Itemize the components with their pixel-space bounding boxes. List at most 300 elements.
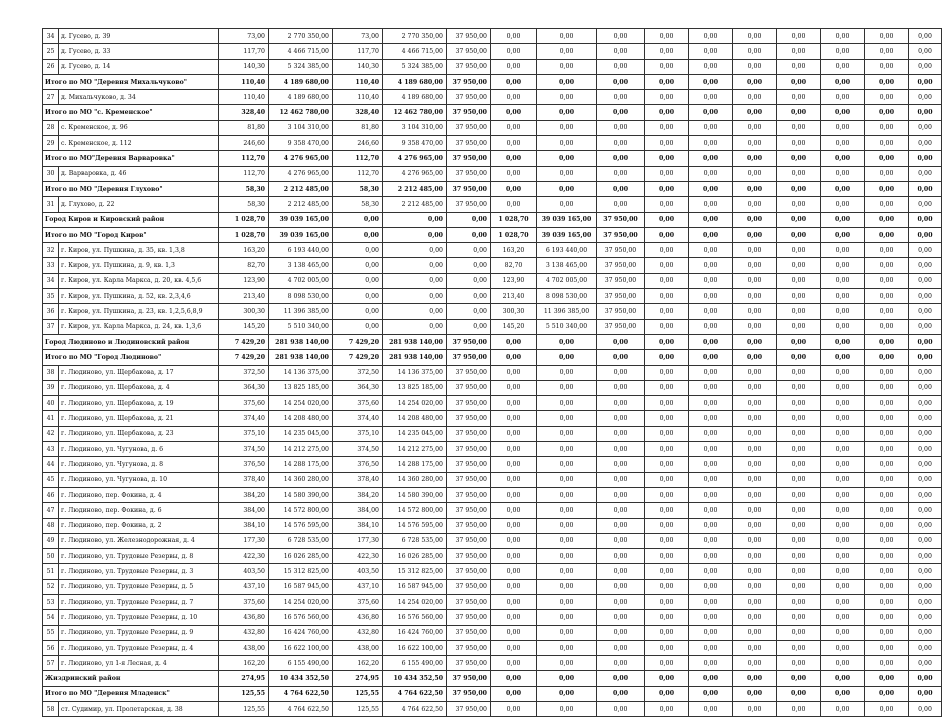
value-cell: 0,00: [645, 365, 689, 380]
value-cell: 0,00: [645, 625, 689, 640]
value-cell: 0,00: [865, 319, 909, 334]
value-cell: 0,00: [821, 243, 865, 258]
value-cell: 39 039 165,00: [537, 212, 597, 227]
value-cell: 6 155 490,00: [269, 656, 333, 671]
value-cell: 0,00: [491, 44, 537, 59]
value-cell: 0,00: [909, 426, 942, 441]
value-cell: 13 825 185,00: [269, 380, 333, 395]
value-cell: 0,00: [537, 671, 597, 686]
value-cell: 0,00: [865, 610, 909, 625]
value-cell: 0,00: [597, 90, 645, 105]
value-cell: 37 950,00: [447, 472, 491, 487]
value-cell: 1 028,70: [219, 227, 269, 242]
value-cell: 0,00: [537, 166, 597, 181]
value-cell: 0,00: [689, 243, 733, 258]
value-cell: 0,00: [865, 365, 909, 380]
value-cell: 0,00: [733, 243, 777, 258]
value-cell: 0,00: [909, 105, 942, 120]
value-cell: 0,00: [909, 74, 942, 89]
value-cell: 123,90: [491, 273, 537, 288]
address-cell: с. Кременское, д. 112: [59, 136, 219, 151]
row-number: 58: [43, 702, 59, 717]
value-cell: 0,00: [733, 396, 777, 411]
value-cell: 0,00: [689, 702, 733, 717]
value-cell: 300,30: [219, 304, 269, 319]
value-cell: 58,30: [219, 181, 269, 196]
value-cell: 0,00: [865, 90, 909, 105]
value-cell: 0,00: [909, 365, 942, 380]
value-cell: 0,00: [821, 74, 865, 89]
row-number: 29: [43, 136, 59, 151]
value-cell: 0,00: [865, 136, 909, 151]
value-cell: 0,00: [333, 227, 383, 242]
value-cell: 0,00: [689, 472, 733, 487]
value-cell: 0,00: [777, 380, 821, 395]
value-cell: 0,00: [537, 702, 597, 717]
value-cell: 0,00: [865, 472, 909, 487]
value-cell: 0,00: [597, 166, 645, 181]
value-cell: 0,00: [447, 243, 491, 258]
value-cell: 384,00: [219, 503, 269, 518]
value-cell: 6 155 490,00: [383, 656, 447, 671]
value-cell: 0,00: [333, 273, 383, 288]
value-cell: 0,00: [491, 533, 537, 548]
value-cell: 0,00: [597, 197, 645, 212]
value-cell: 0,00: [689, 594, 733, 609]
value-cell: 7 429,20: [219, 350, 269, 365]
value-cell: 0,00: [537, 594, 597, 609]
value-cell: 0,00: [821, 90, 865, 105]
table-row: [43, 579, 942, 594]
value-cell: 0,00: [777, 549, 821, 564]
value-cell: 0,00: [597, 594, 645, 609]
value-cell: 81,80: [219, 120, 269, 135]
value-cell: 281 938 140,00: [383, 334, 447, 349]
row-number: 26: [43, 59, 59, 74]
value-cell: 0,00: [645, 640, 689, 655]
table-row: [43, 29, 942, 44]
value-cell: 37 950,00: [447, 105, 491, 120]
value-cell: 140,30: [219, 59, 269, 74]
address-cell: г. Людиново, ул. Чугунова, д. 10: [59, 472, 219, 487]
value-cell: 4 189 680,00: [269, 90, 333, 105]
value-cell: 0,00: [909, 273, 942, 288]
value-cell: 2 212 485,00: [383, 197, 447, 212]
value-cell: 2 770 350,00: [269, 29, 333, 44]
row-number: 53: [43, 594, 59, 609]
value-cell: 112,70: [333, 151, 383, 166]
value-cell: 0,00: [777, 579, 821, 594]
value-cell: 162,20: [333, 656, 383, 671]
table-row: [43, 243, 942, 258]
value-cell: 0,00: [645, 258, 689, 273]
table-row: [43, 472, 942, 487]
row-number: 55: [43, 625, 59, 640]
value-cell: 0,00: [597, 136, 645, 151]
value-cell: 0,00: [865, 442, 909, 457]
subtotal-row: [43, 671, 942, 686]
value-cell: 0,00: [491, 564, 537, 579]
value-cell: 0,00: [689, 564, 733, 579]
table-row: [43, 289, 942, 304]
value-cell: 163,20: [219, 243, 269, 258]
row-number: 34: [43, 273, 59, 288]
value-cell: 0,00: [865, 380, 909, 395]
value-cell: 37 950,00: [447, 365, 491, 380]
subtotal-label: Итого по МО "Город Людиново": [43, 350, 219, 365]
value-cell: 0,00: [777, 59, 821, 74]
value-cell: 0,00: [491, 426, 537, 441]
table-row: [43, 120, 942, 135]
value-cell: 14 360 280,00: [269, 472, 333, 487]
subtotal-row: [43, 350, 942, 365]
value-cell: 0,00: [537, 44, 597, 59]
value-cell: 14 254 020,00: [269, 396, 333, 411]
value-cell: 0,00: [645, 304, 689, 319]
value-cell: 39 039 165,00: [537, 227, 597, 242]
value-cell: 0,00: [733, 549, 777, 564]
value-cell: 0,00: [645, 472, 689, 487]
value-cell: 0,00: [733, 212, 777, 227]
value-cell: 0,00: [821, 396, 865, 411]
value-cell: 37 950,00: [447, 702, 491, 717]
value-cell: 0,00: [777, 350, 821, 365]
value-cell: 0,00: [537, 533, 597, 548]
row-number: 48: [43, 518, 59, 533]
value-cell: 0,00: [491, 579, 537, 594]
value-cell: 123,90: [219, 273, 269, 288]
value-cell: 0,00: [865, 243, 909, 258]
value-cell: 37 950,00: [447, 90, 491, 105]
value-cell: 0,00: [865, 656, 909, 671]
value-cell: 0,00: [821, 334, 865, 349]
value-cell: 0,00: [689, 44, 733, 59]
value-cell: 82,70: [219, 258, 269, 273]
value-cell: 0,00: [733, 258, 777, 273]
value-cell: 0,00: [689, 426, 733, 441]
value-cell: 0,00: [909, 396, 942, 411]
value-cell: 4 764 622,50: [269, 702, 333, 717]
value-cell: 1 028,70: [219, 212, 269, 227]
value-cell: 110,40: [333, 74, 383, 89]
value-cell: 0,00: [821, 702, 865, 717]
value-cell: 0,00: [733, 487, 777, 502]
value-cell: 0,00: [645, 120, 689, 135]
value-cell: 0,00: [777, 671, 821, 686]
value-cell: 0,00: [821, 350, 865, 365]
value-cell: 375,10: [333, 426, 383, 441]
value-cell: 37 950,00: [447, 411, 491, 426]
value-cell: 0,00: [597, 686, 645, 701]
value-cell: 112,70: [219, 166, 269, 181]
row-number: 42: [43, 426, 59, 441]
subtotal-row: [43, 686, 942, 701]
value-cell: 376,50: [219, 457, 269, 472]
value-cell: 6 193 440,00: [269, 243, 333, 258]
value-cell: 0,00: [689, 59, 733, 74]
value-cell: 37 950,00: [447, 640, 491, 655]
value-cell: 5 510 340,00: [269, 319, 333, 334]
value-cell: 14 235 045,00: [383, 426, 447, 441]
value-cell: 0,00: [597, 640, 645, 655]
value-cell: 328,40: [333, 105, 383, 120]
value-cell: 437,10: [219, 579, 269, 594]
table-row: [43, 610, 942, 625]
value-cell: 0,00: [645, 457, 689, 472]
value-cell: 432,80: [333, 625, 383, 640]
subtotal-label: Итого по МО "Деревня Младенск": [43, 686, 219, 701]
value-cell: 0,00: [689, 671, 733, 686]
value-cell: 6 728 535,00: [269, 533, 333, 548]
table-row: [43, 640, 942, 655]
value-cell: 4 466 715,00: [269, 44, 333, 59]
value-cell: 376,50: [333, 457, 383, 472]
value-cell: 14 572 800,00: [383, 503, 447, 518]
value-cell: 0,00: [383, 212, 447, 227]
value-cell: 0,00: [733, 227, 777, 242]
value-cell: 0,00: [645, 396, 689, 411]
value-cell: 0,00: [777, 503, 821, 518]
value-cell: 0,00: [909, 442, 942, 457]
value-cell: 14 254 020,00: [269, 594, 333, 609]
value-cell: 372,50: [219, 365, 269, 380]
value-cell: 0,00: [597, 671, 645, 686]
value-cell: 110,40: [333, 90, 383, 105]
value-cell: 0,00: [689, 350, 733, 365]
value-cell: 375,60: [333, 594, 383, 609]
value-cell: 0,00: [537, 579, 597, 594]
value-cell: 0,00: [689, 105, 733, 120]
value-cell: 0,00: [733, 472, 777, 487]
value-cell: 0,00: [777, 166, 821, 181]
value-cell: 0,00: [865, 304, 909, 319]
value-cell: 0,00: [733, 442, 777, 457]
address-cell: д. Варваровка, д. 46: [59, 166, 219, 181]
value-cell: 438,00: [333, 640, 383, 655]
value-cell: 0,00: [645, 334, 689, 349]
table-row: [43, 518, 942, 533]
value-cell: 0,00: [733, 334, 777, 349]
value-cell: 438,00: [219, 640, 269, 655]
value-cell: 0,00: [909, 533, 942, 548]
value-cell: 14 254 020,00: [383, 396, 447, 411]
value-cell: 0,00: [645, 243, 689, 258]
value-cell: 0,00: [645, 197, 689, 212]
value-cell: 37 950,00: [597, 227, 645, 242]
value-cell: 37 950,00: [447, 625, 491, 640]
value-cell: 0,00: [597, 380, 645, 395]
value-cell: 0,00: [491, 151, 537, 166]
value-cell: 0,00: [537, 350, 597, 365]
value-cell: 1 028,70: [491, 212, 537, 227]
value-cell: 0,00: [645, 579, 689, 594]
value-cell: 0,00: [865, 197, 909, 212]
value-cell: 0,00: [733, 533, 777, 548]
value-cell: 0,00: [909, 411, 942, 426]
value-cell: 0,00: [821, 686, 865, 701]
value-cell: 0,00: [333, 243, 383, 258]
value-cell: 0,00: [333, 319, 383, 334]
value-cell: 4 764 622,50: [383, 702, 447, 717]
row-number: 31: [43, 197, 59, 212]
value-cell: 0,00: [821, 457, 865, 472]
address-cell: г. Людиново, ул. Трудовые Резервы, д. 8: [59, 549, 219, 564]
value-cell: 3 138 465,00: [269, 258, 333, 273]
address-cell: г. Людиново, ул. Щербакова, д. 21: [59, 411, 219, 426]
value-cell: 14 212 275,00: [383, 442, 447, 457]
value-cell: 0,00: [491, 59, 537, 74]
value-cell: 4 189 680,00: [383, 74, 447, 89]
value-cell: 384,10: [333, 518, 383, 533]
value-cell: 0,00: [597, 610, 645, 625]
value-cell: 0,00: [689, 549, 733, 564]
value-cell: 125,55: [333, 702, 383, 717]
table-row: [43, 136, 942, 151]
value-cell: 0,00: [865, 411, 909, 426]
value-cell: 10 434 352,50: [269, 671, 333, 686]
value-cell: 37 950,00: [597, 273, 645, 288]
value-cell: 0,00: [821, 442, 865, 457]
table-row: [43, 44, 942, 59]
table-row: [43, 625, 942, 640]
value-cell: 0,00: [909, 197, 942, 212]
value-cell: 0,00: [491, 166, 537, 181]
value-cell: 0,00: [821, 166, 865, 181]
table-row: [43, 533, 942, 548]
value-cell: 0,00: [597, 487, 645, 502]
value-cell: 0,00: [821, 319, 865, 334]
value-cell: 0,00: [865, 350, 909, 365]
value-cell: 0,00: [733, 151, 777, 166]
value-cell: 0,00: [491, 90, 537, 105]
housing-program-table: [42, 28, 942, 717]
value-cell: 0,00: [689, 29, 733, 44]
value-cell: 374,40: [333, 411, 383, 426]
value-cell: 37 950,00: [447, 197, 491, 212]
value-cell: 0,00: [821, 105, 865, 120]
value-cell: 0,00: [689, 656, 733, 671]
value-cell: 0,00: [733, 671, 777, 686]
value-cell: 274,95: [333, 671, 383, 686]
value-cell: 81,80: [333, 120, 383, 135]
row-number: 38: [43, 365, 59, 380]
value-cell: 372,50: [333, 365, 383, 380]
value-cell: 0,00: [645, 74, 689, 89]
value-cell: 58,30: [333, 181, 383, 196]
value-cell: 0,00: [447, 212, 491, 227]
value-cell: 162,20: [219, 656, 269, 671]
value-cell: 0,00: [645, 442, 689, 457]
value-cell: 0,00: [537, 120, 597, 135]
value-cell: 403,50: [219, 564, 269, 579]
value-cell: 0,00: [383, 273, 447, 288]
value-cell: 37 950,00: [447, 457, 491, 472]
value-cell: 437,10: [333, 579, 383, 594]
value-cell: 0,00: [865, 518, 909, 533]
value-cell: 0,00: [689, 442, 733, 457]
value-cell: 5 510 340,00: [537, 319, 597, 334]
value-cell: 0,00: [865, 105, 909, 120]
value-cell: 0,00: [645, 136, 689, 151]
value-cell: 0,00: [645, 181, 689, 196]
row-number: 56: [43, 640, 59, 655]
value-cell: 0,00: [333, 289, 383, 304]
address-cell: г. Людиново, пер. Фокина, д. 2: [59, 518, 219, 533]
row-number: 32: [43, 243, 59, 258]
value-cell: 422,30: [219, 549, 269, 564]
value-cell: 0,00: [777, 29, 821, 44]
value-cell: 0,00: [865, 579, 909, 594]
value-cell: 0,00: [689, 503, 733, 518]
value-cell: 0,00: [733, 90, 777, 105]
value-cell: 274,95: [219, 671, 269, 686]
value-cell: 0,00: [645, 90, 689, 105]
value-cell: 37 950,00: [447, 610, 491, 625]
value-cell: 15 312 825,00: [383, 564, 447, 579]
value-cell: 0,00: [909, 258, 942, 273]
value-cell: 378,40: [219, 472, 269, 487]
value-cell: 0,00: [821, 564, 865, 579]
value-cell: 432,80: [219, 625, 269, 640]
value-cell: 0,00: [909, 334, 942, 349]
value-cell: 0,00: [537, 472, 597, 487]
value-cell: 0,00: [333, 258, 383, 273]
address-cell: г. Людиново, ул. Железнодорожная, д. 4: [59, 533, 219, 548]
table-row: [43, 503, 942, 518]
value-cell: 0,00: [537, 411, 597, 426]
address-cell: г. Киров, ул. Карла Маркса, д. 20, кв. 4,5,6: [59, 273, 219, 288]
value-cell: 14 576 595,00: [269, 518, 333, 533]
value-cell: 0,00: [821, 487, 865, 502]
value-cell: 0,00: [777, 702, 821, 717]
value-cell: 0,00: [909, 227, 942, 242]
value-cell: 14 572 800,00: [269, 503, 333, 518]
value-cell: 14 580 390,00: [269, 487, 333, 502]
value-cell: 125,55: [219, 702, 269, 717]
value-cell: 0,00: [689, 227, 733, 242]
value-cell: 0,00: [777, 289, 821, 304]
value-cell: 14 288 175,00: [383, 457, 447, 472]
value-cell: 0,00: [383, 227, 447, 242]
value-cell: 0,00: [909, 487, 942, 502]
value-cell: 0,00: [537, 334, 597, 349]
value-cell: 0,00: [689, 181, 733, 196]
value-cell: 5 324 385,00: [269, 59, 333, 74]
value-cell: 37 950,00: [447, 350, 491, 365]
value-cell: 37 950,00: [597, 258, 645, 273]
value-cell: 0,00: [777, 396, 821, 411]
value-cell: 0,00: [733, 136, 777, 151]
value-cell: 0,00: [865, 594, 909, 609]
value-cell: 0,00: [733, 197, 777, 212]
address-cell: г. Людиново, ул. Трудовые Резервы, д. 3: [59, 564, 219, 579]
value-cell: 0,00: [865, 457, 909, 472]
value-cell: 58,30: [333, 197, 383, 212]
value-cell: 73,00: [333, 29, 383, 44]
value-cell: 0,00: [909, 350, 942, 365]
value-cell: 0,00: [777, 656, 821, 671]
value-cell: 0,00: [491, 457, 537, 472]
value-cell: 3 138 465,00: [537, 258, 597, 273]
value-cell: 0,00: [733, 319, 777, 334]
value-cell: 0,00: [645, 671, 689, 686]
value-cell: 0,00: [383, 319, 447, 334]
value-cell: 140,30: [333, 59, 383, 74]
value-cell: 364,30: [333, 380, 383, 395]
value-cell: 0,00: [909, 457, 942, 472]
value-cell: 0,00: [689, 289, 733, 304]
value-cell: 0,00: [689, 304, 733, 319]
